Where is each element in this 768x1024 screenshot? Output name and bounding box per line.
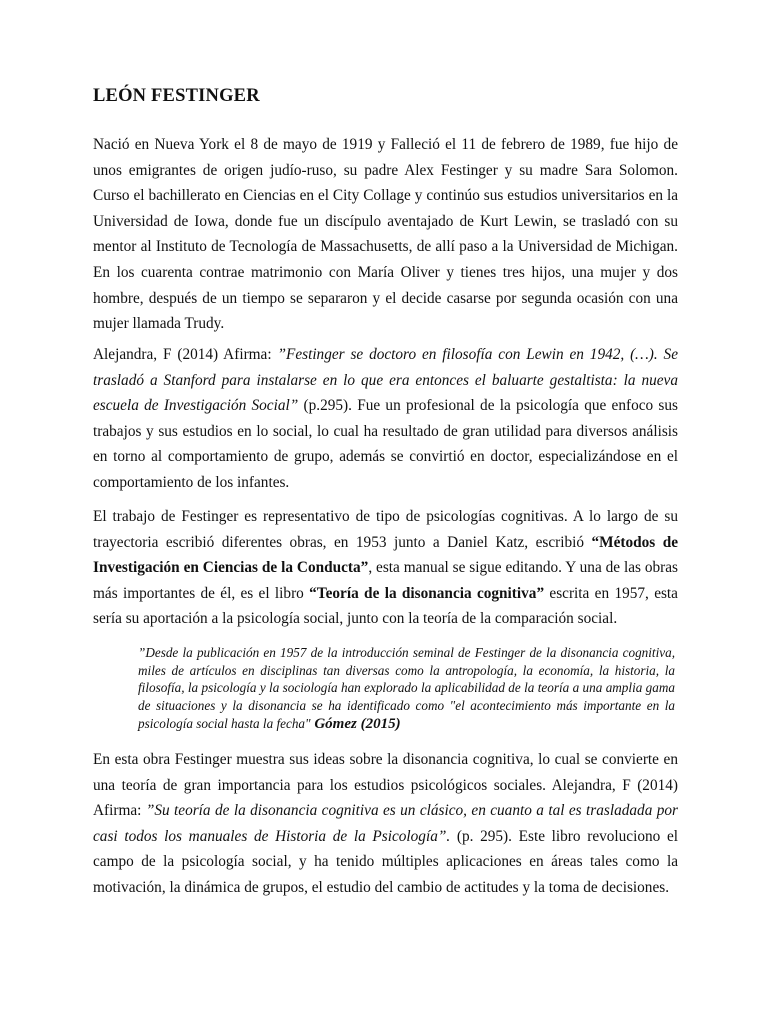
dissonance-text-2: (p. 295). Este libro revoluciono el campo de la psicología social, y ha tenido múltiples aplicaciones en áreas tales como la motivación, la dinámica de grupos, el estudio del cambio de actitudes y la toma de decisiones. [93, 827, 678, 896]
dissonance-text-1: En esta obra Festinger muestra sus ideas sobre la disonancia cognitiva, lo cual se convierte en una teoría de gran importancia para los estudios psicológicos sociales. Alejandra, F (2014) Afirma: [93, 751, 678, 820]
block-quote [138, 644, 675, 734]
paragraph-works [93, 504, 678, 632]
book-title-dissonance: “Teoría de la disonancia cognitiva” [309, 584, 545, 602]
works-text-3: escrita en 1957, esta sería su aportación a la psicología social, junto con la teoría de la comparación social. [93, 584, 678, 628]
page-title: LEÓN FESTINGER [93, 86, 260, 106]
citation-rest: (p.295). Fue un profesional de la psicología que enfoco sus trabajos y sus estudios en lo social, lo cual ha resultado de gran utilidad para diversos análisis en torno al comportamiento de grupo, además se convirtió en doctor, especializándose en el comportamiento de los infantes. [93, 397, 678, 491]
book-title-methods: “Métodos de Investigación en Ciencias de la Conducta” [93, 533, 679, 577]
block-quote-citation: Gómez (2015) [310, 715, 401, 732]
paragraph-alejandra-citation [93, 342, 678, 496]
inline-quote: ”Festinger se doctoro en filosofía con Lewin en 1942, (…). Se trasladó a Stanford para instalarse en lo que era entonces el baluarte gestaltista: la nueva escuela de Investigación Social” [93, 346, 678, 415]
paragraph-dissonance [93, 747, 678, 901]
citation-lead: Alejandra, F (2014) Afirma: [93, 346, 278, 363]
block-quote-text: ”Desde la publicación en 1957 de la introducción seminal de Festinger de la disonancia cognitiva, miles de artículos en disciplinas tan diversas como la antropología, la economía, la historia, la filosofía, la psicología y la sociología han explorado la aplicabilidad de la teoría a una amplia gama de situaciones y la disonancia se ha identificado como "el acontecimiento más importante en la psicología social hasta la fecha" [138, 645, 675, 731]
works-text-2: , esta manual se sigue editando. Y una de las obras más importantes de él, es el libro [93, 559, 679, 602]
inline-quote-classic: ”Su teoría de la disonancia cognitiva es un clásico, en cuanto a tal es trasladada por casi todos los manuales de Historia de la Psicología”. [93, 802, 678, 845]
biography-text: Nació en Nueva York el 8 de mayo de 1919 y Falleció el 11 de febrero de 1989, fue hijo de unos emigrantes de origen judío-ruso, su padre Alex Festinger y su madre Sara Solomon. Curso el bachillerato en Ciencias en el City Collage y continúo sus estudios universitarios en la Universidad de Iowa, donde fue un discípulo aventajado de Kurt Lewin, se trasladó con su mentor al Instituto de Tecnología de Massachusetts, de allí paso a la Universidad de Michigan. En los cuarenta contrae matrimonio con María Oliver y tienes tres hijos, una mujer y dos hombre, después de un tiempo se separaron y el decide casarse por segunda ocasión con una mujer llamada Trudy. [93, 136, 678, 333]
paragraph-biography [93, 132, 678, 337]
works-text-1: El trabajo de Festinger es representativo de tipo de psicologías cognitivas. A lo largo de su trayectoria escribió diferentes obras, en 1953 junto a Daniel Katz, escribió [93, 508, 678, 551]
